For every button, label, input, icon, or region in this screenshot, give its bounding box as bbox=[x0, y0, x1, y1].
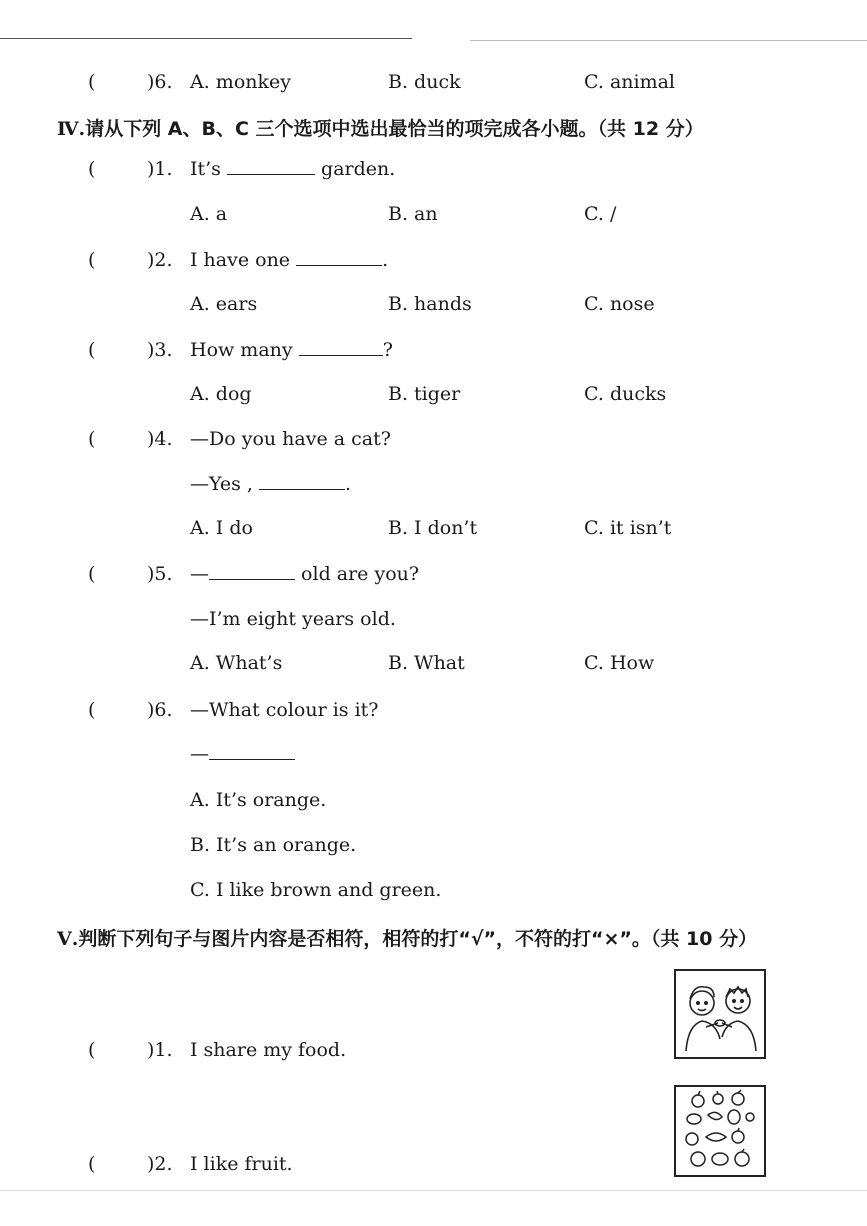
answer-bracket-open[interactable]: ( bbox=[88, 158, 96, 180]
question-prefix: — bbox=[190, 743, 209, 765]
section-4-title: 请从下列 A、B、C 三个选项中选出最恰当的项完成各小题。（共 12 分） bbox=[85, 118, 704, 140]
question-number: )2. bbox=[147, 1153, 173, 1175]
fill-blank[interactable] bbox=[209, 745, 295, 760]
section-5-heading bbox=[57, 924, 757, 951]
option-c: C. I like brown and green. bbox=[190, 879, 442, 901]
section-5-title: 判断下列句子与图片内容是否相符，相符的打“√”，不符的打“×”。（共 10 分） bbox=[78, 928, 758, 950]
statement-text: I like fruit. bbox=[190, 1153, 293, 1175]
question-prefix: How many bbox=[190, 339, 293, 361]
option-c: C. / bbox=[584, 203, 617, 225]
dialogue-line-2: —I’m eight years old. bbox=[190, 608, 396, 630]
answer-bracket-open[interactable]: ( bbox=[88, 249, 96, 271]
answer-bracket-open[interactable]: ( bbox=[88, 563, 96, 585]
fill-blank[interactable] bbox=[296, 251, 382, 266]
option-c: C. nose bbox=[584, 293, 655, 315]
question-text bbox=[190, 339, 393, 361]
dialogue-line-1 bbox=[190, 563, 419, 585]
fill-blank[interactable] bbox=[299, 341, 383, 356]
question-prefix: I have one bbox=[190, 249, 291, 271]
option-c: C. ducks bbox=[584, 383, 667, 405]
dialogue-line-2 bbox=[190, 743, 295, 765]
top-rule-right bbox=[470, 40, 867, 41]
option-a: A. a bbox=[190, 203, 228, 225]
question-suffix: ? bbox=[382, 339, 393, 361]
question-suffix: garden. bbox=[321, 158, 396, 180]
question-number: )3. bbox=[147, 339, 173, 361]
section-5-number: Ⅴ. bbox=[57, 928, 79, 950]
top-rule-left bbox=[0, 38, 412, 39]
section-4-heading bbox=[57, 114, 704, 141]
option-b: B. tiger bbox=[388, 383, 461, 405]
question-prefix: —Yes , bbox=[190, 473, 253, 495]
question-text bbox=[190, 158, 395, 180]
option-a: A. I do bbox=[190, 517, 253, 539]
option-b: B. an bbox=[388, 203, 438, 225]
answer-bracket-open[interactable]: ( bbox=[88, 428, 96, 450]
answer-bracket-open[interactable]: ( bbox=[88, 339, 96, 361]
option-a: A. dog bbox=[190, 383, 252, 405]
question-text bbox=[190, 249, 388, 271]
answer-bracket-open[interactable]: ( bbox=[88, 699, 96, 721]
question-suffix: old are you? bbox=[301, 563, 420, 585]
question-suffix: . bbox=[382, 249, 389, 271]
option-b: B. It’s an orange. bbox=[190, 834, 357, 856]
assorted-fruits-icon bbox=[674, 1085, 766, 1177]
option-c: C. it isn’t bbox=[584, 517, 672, 539]
question-number: )6. bbox=[147, 699, 173, 721]
option-a: A. It’s orange. bbox=[190, 789, 327, 811]
fill-blank[interactable] bbox=[227, 160, 315, 175]
question-number: )6. bbox=[147, 71, 173, 93]
question-number: )5. bbox=[147, 563, 173, 585]
answer-bracket-open[interactable]: ( bbox=[88, 1039, 96, 1061]
option-b: B. hands bbox=[388, 293, 472, 315]
answer-bracket-open[interactable]: ( bbox=[88, 71, 96, 93]
option-a: A. What’s bbox=[190, 652, 283, 674]
option-c: C. How bbox=[584, 652, 655, 674]
question-number: )1. bbox=[147, 1039, 173, 1061]
dialogue-line-1: —What colour is it? bbox=[190, 699, 379, 721]
question-prefix: — bbox=[190, 563, 209, 585]
option-a: A. monkey bbox=[190, 71, 291, 93]
option-c: C. animal bbox=[584, 71, 676, 93]
dialogue-line-2 bbox=[190, 473, 351, 495]
fill-blank[interactable] bbox=[259, 475, 345, 490]
question-number: )1. bbox=[147, 158, 173, 180]
option-b: B. duck bbox=[388, 71, 461, 93]
question-number: )2. bbox=[147, 249, 173, 271]
option-b: B. What bbox=[388, 652, 465, 674]
question-number: )4. bbox=[147, 428, 173, 450]
section-4-number: Ⅳ. bbox=[57, 118, 86, 140]
answer-bracket-open[interactable]: ( bbox=[88, 1153, 96, 1175]
bottom-rule bbox=[0, 1190, 867, 1191]
fill-blank[interactable] bbox=[209, 565, 295, 580]
dialogue-line-1: —Do you have a cat? bbox=[190, 428, 391, 450]
two-children-sharing-food-icon bbox=[674, 969, 766, 1059]
option-a: A. ears bbox=[190, 293, 258, 315]
option-b: B. I don’t bbox=[388, 517, 478, 539]
question-suffix: . bbox=[345, 473, 352, 495]
question-prefix: It’s bbox=[190, 158, 221, 180]
statement-text: I share my food. bbox=[190, 1039, 347, 1061]
